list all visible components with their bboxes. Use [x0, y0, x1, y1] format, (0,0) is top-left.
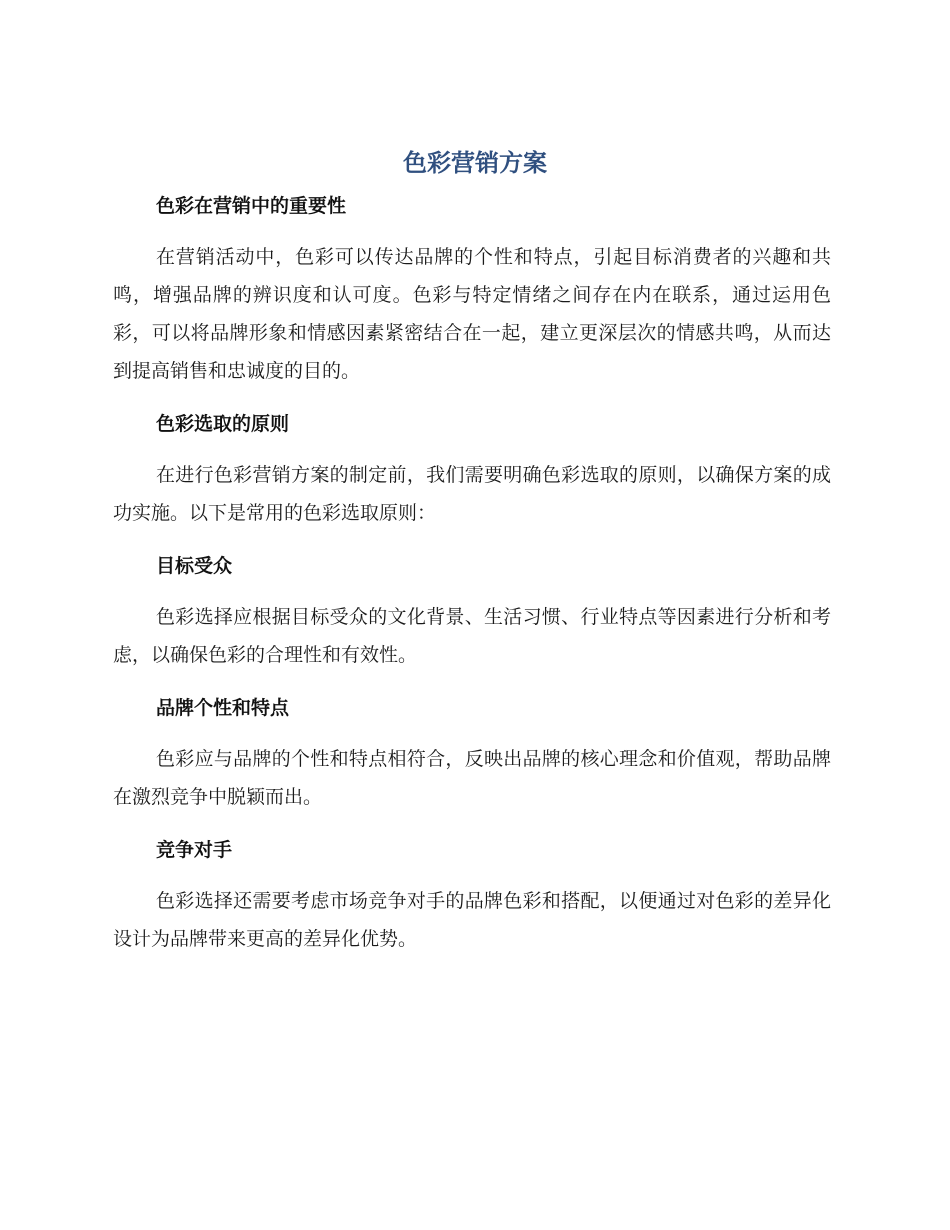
spacer: [113, 674, 831, 690]
spacer: [113, 868, 831, 882]
section-paragraph-target-audience: 色彩选择应根据目标受众的文化背景、生活习惯、行业特点等因素进行分析和考虑，以确保色彩的合理性和有效性。: [113, 606, 831, 666]
section-heading-brand-personality: 品牌个性和特点: [156, 697, 290, 719]
section-paragraph-brand-personality: 色彩应与品牌的个性和特点相符合，反映出品牌的核心理念和价值观，帮助品牌在激烈竞争中脱颖而出。: [113, 748, 831, 808]
spacer: [113, 390, 831, 406]
section-paragraph-competitors: 色彩选择还需要考虑市场竞争对手的品牌色彩和搭配，以便通过对色彩的差异化设计为品牌带来更高的差异化优势。: [113, 890, 831, 950]
spacer: [113, 532, 831, 548]
spacer: [113, 816, 831, 832]
spacer: [113, 442, 831, 456]
section-paragraph-principles: 在进行色彩营销方案的制定前，我们需要明确色彩选取的原则，以确保方案的成功实施。以下是常用的色彩选取原则：: [113, 464, 831, 524]
document-title: 色彩营销方案: [403, 149, 547, 177]
section-heading-target-audience: 目标受众: [156, 555, 233, 577]
section-paragraph-importance: 在营销活动中，色彩可以传达品牌的个性和特点，引起目标消费者的兴趣和共鸣，增强品牌的辨识度和认可度。色彩与特定情绪之间存在内在联系，通过运用色彩，可以将品牌形象和情感因素紧密结合在一起，建立更深层次的情感共鸣，从而达到提高销售和忠诚度的目的。: [113, 246, 831, 382]
section-heading-competitors: 竞争对手: [156, 839, 233, 861]
section-heading-principles: 色彩选取的原则: [156, 413, 290, 435]
spacer: [113, 584, 831, 598]
spacer: [113, 224, 831, 238]
section-heading-importance: 色彩在营销中的重要性: [156, 195, 347, 217]
document-body: [113, 188, 831, 958]
spacer: [113, 726, 831, 740]
